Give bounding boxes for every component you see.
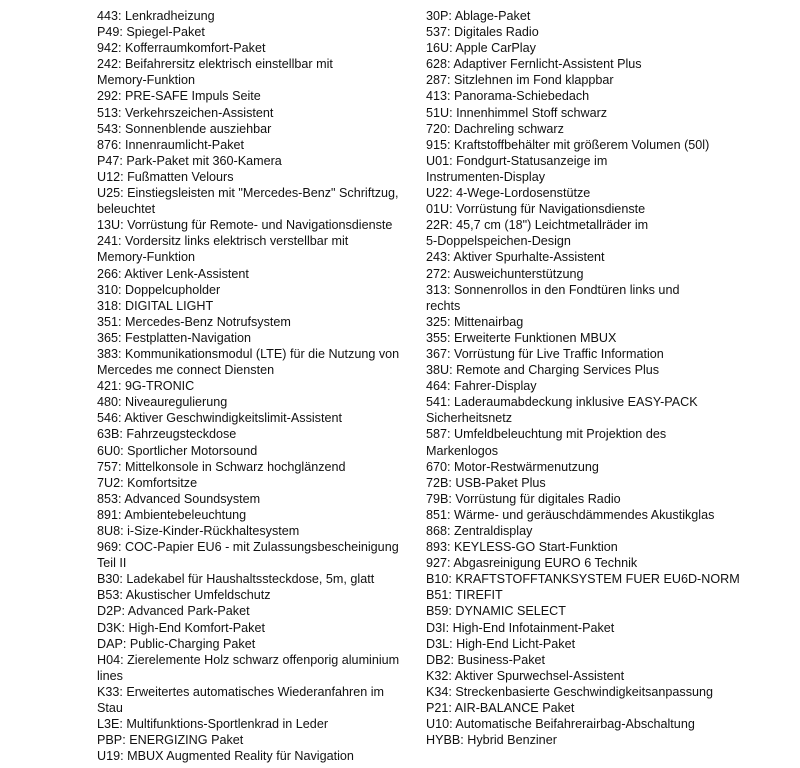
equipment-line: 310: Doppelcupholder — [97, 282, 221, 297]
equipment-line: 891: Ambientebeleuchtung — [97, 507, 247, 522]
equipment-column-right — [426, 8, 740, 748]
equipment-line: U12: Fußmatten Velours — [97, 169, 234, 184]
equipment-line: Memory-Funktion — [97, 73, 195, 88]
equipment-line: K32: Aktiver Spurwechsel-Assistent — [426, 668, 625, 683]
equipment-line: P47: Park-Paket mit 360-Kamera — [97, 153, 282, 168]
equipment-line: 51U: Innenhimmel Stoff schwarz — [426, 105, 608, 120]
equipment-line: 272: Ausweichunterstützung — [426, 266, 584, 281]
equipment-line: 480: Niveauregulierung — [97, 395, 228, 410]
equipment-line: 7U2: Komfortsitze — [97, 475, 198, 490]
equipment-line: 6U0: Sportlicher Motorsound — [97, 443, 258, 458]
equipment-line: 16U: Apple CarPlay — [426, 41, 536, 56]
equipment-line: P21: AIR-BALANCE Paket — [426, 701, 575, 716]
equipment-line: 421: 9G-TRONIC — [97, 379, 195, 394]
equipment-line: 876: Innenraumlicht-Paket — [97, 137, 245, 152]
equipment-line: HYBB: Hybrid Benziner — [426, 733, 557, 748]
equipment-column-left — [97, 8, 417, 764]
equipment-line: D3K: High-End Komfort-Paket — [97, 620, 265, 635]
equipment-line: 72B: USB-Paket Plus — [426, 475, 546, 490]
equipment-line: 443: Lenkradheizung — [97, 9, 215, 23]
equipment-line: H04: Zierelemente Holz schwarz offenporig aluminium — [97, 652, 400, 667]
equipment-line: 541: Laderaumabdeckung inklusive EASY-PACK — [426, 395, 698, 410]
equipment-line: 868: Zentraldisplay — [426, 524, 533, 538]
equipment-line: 13U: Vorrüstung für Remote- und Navigationsdienste — [97, 218, 393, 233]
equipment-line: 969: COC-Papier EU6 - mit Zulassungsbescheinigung — [97, 540, 399, 555]
equipment-line: beleuchtet — [97, 202, 156, 217]
equipment-line: 38U: Remote and Charging Services Plus — [426, 363, 660, 378]
equipment-line: 720: Dachreling schwarz — [426, 121, 564, 136]
equipment-line: 587: Umfeldbeleuchtung mit Projektion des — [426, 427, 667, 442]
equipment-line: U10: Automatische Beifahrerairbag-Abschaltung — [426, 717, 695, 732]
equipment-line: U22: 4-Wege-Lordosenstütze — [426, 186, 591, 201]
equipment-line: 464: Fahrer-Display — [426, 379, 537, 394]
equipment-line: 8U8: i-Size-Kinder-Rückhaltesystem — [97, 524, 300, 538]
equipment-line: 853: Advanced Soundsystem — [97, 491, 261, 506]
equipment-line: DB2: Business-Paket — [426, 652, 545, 667]
equipment-line: 757: Mittelkonsole in Schwarz hochglänzend — [97, 459, 346, 474]
equipment-line: 513: Verkehrszeichen-Assistent — [97, 105, 274, 120]
equipment-line: Instrumenten-Display — [426, 169, 545, 184]
equipment-line: 242: Beifahrersitz elektrisch einstellbar mit — [97, 57, 333, 72]
equipment-line: 543: Sonnenblende ausziehbar — [97, 121, 272, 136]
equipment-line: 355: Erweiterte Funktionen MBUX — [426, 330, 617, 345]
equipment-line: 292: PRE-SAFE Impuls Seite — [97, 89, 261, 104]
equipment-line: 243: Aktiver Spurhalte-Assistent — [426, 250, 605, 265]
equipment-line: Memory-Funktion — [97, 250, 195, 265]
equipment-line: PBP: ENERGIZING Paket — [97, 733, 244, 748]
equipment-line: L3E: Multifunktions-Sportlenkrad in Leder — [97, 717, 329, 732]
equipment-line: 5-Doppelspeichen-Design — [426, 234, 571, 249]
equipment-line: 30P: Ablage-Paket — [426, 9, 531, 23]
equipment-line: 628: Adaptiver Fernlicht-Assistent Plus — [426, 57, 642, 72]
equipment-line: 670: Motor-Restwärmenutzung — [426, 459, 599, 474]
equipment-line: 325: Mittenairbag — [426, 314, 524, 329]
equipment-line: 537: Digitales Radio — [426, 25, 539, 40]
equipment-line: 351: Mercedes-Benz Notrufsystem — [97, 314, 291, 329]
equipment-line: Markenlogos — [426, 443, 499, 458]
equipment-line: rechts — [426, 298, 461, 313]
equipment-line: U19: MBUX Augmented Reality für Navigation — [97, 749, 354, 764]
equipment-line: 63B: Fahrzeugsteckdose — [97, 427, 237, 442]
equipment-line: 22R: 45,7 cm (18") Leichtmetallräder im — [426, 218, 649, 233]
equipment-line: 942: Kofferraumkomfort-Paket — [97, 41, 266, 56]
equipment-line: 893: KEYLESS-GO Start-Funktion — [426, 540, 618, 555]
equipment-line: DAP: Public-Charging Paket — [97, 636, 256, 651]
equipment-line: 266: Aktiver Lenk-Assistent — [97, 266, 249, 281]
equipment-line: 287: Sitzlehnen im Fond klappbar — [426, 73, 614, 88]
equipment-line: 927: Abgasreinigung EURO 6 Technik — [426, 556, 638, 571]
equipment-line: Sicherheitsnetz — [426, 411, 513, 426]
equipment-line: 365: Festplatten-Navigation — [97, 330, 252, 345]
equipment-line: B59: DYNAMIC SELECT — [426, 604, 566, 619]
equipment-line: B30: Ladekabel für Haushaltssteckdose, 5m, glatt — [97, 572, 375, 587]
equipment-line: Mercedes me connect Diensten — [97, 363, 275, 378]
equipment-line: D2P: Advanced Park-Paket — [97, 604, 250, 619]
equipment-line: 915: Kraftstoffbehälter mit größerem Volumen (50l) — [426, 137, 710, 152]
equipment-line: U25: Einstiegsleisten mit "Mercedes-Benz" Schriftzug, — [97, 186, 399, 201]
equipment-line: D3I: High-End Infotainment-Paket — [426, 620, 615, 635]
equipment-line: 413: Panorama-Schiebedach — [426, 89, 590, 104]
equipment-line: 851: Wärme- und geräuschdämmendes Akustikglas — [426, 507, 715, 522]
equipment-line: 546: Aktiver Geschwindigkeitslimit-Assistent — [97, 411, 342, 426]
equipment-line: 79B: Vorrüstung für digitales Radio — [426, 491, 621, 506]
equipment-line: lines — [97, 668, 123, 683]
equipment-line: B51: TIREFIT — [426, 588, 503, 603]
equipment-line: B53: Akustischer Umfeldschutz — [97, 588, 271, 603]
equipment-line: D3L: High-End Licht-Paket — [426, 636, 576, 651]
equipment-line: 383: Kommunikationsmodul (LTE) für die Nutzung von — [97, 346, 400, 361]
equipment-line: Teil II — [97, 556, 127, 571]
equipment-line: 313: Sonnenrollos in den Fondtüren links und — [426, 282, 680, 297]
equipment-line: P49: Spiegel-Paket — [97, 25, 205, 40]
equipment-line: Stau — [97, 701, 123, 716]
equipment-line: 367: Vorrüstung für Live Traffic Information — [426, 346, 664, 361]
equipment-line: U01: Fondgurt-Statusanzeige im — [426, 153, 608, 168]
equipment-line: 241: Vordersitz links elektrisch verstellbar mit — [97, 234, 349, 249]
equipment-line: 01U: Vorrüstung für Navigationsdienste — [426, 202, 646, 217]
equipment-line: K34: Streckenbasierte Geschwindigkeitsanpassung — [426, 684, 714, 699]
equipment-line: K33: Erweitertes automatisches Wiederanfahren im — [97, 684, 384, 699]
equipment-line: B10: KRAFTSTOFFTANKSYSTEM FUER EU6D-NORM — [426, 572, 740, 587]
equipment-line: 318: DIGITAL LIGHT — [97, 298, 214, 313]
